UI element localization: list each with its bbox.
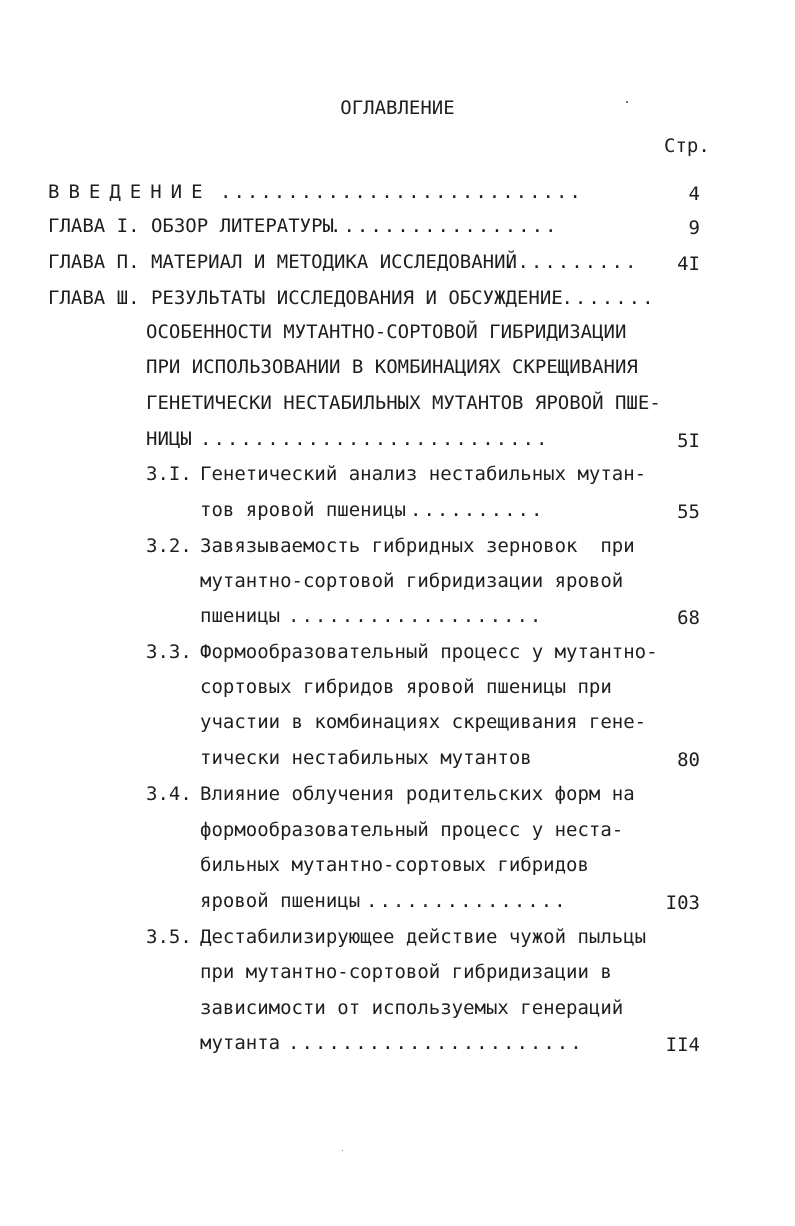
section-title-line: мутантно-сортовой гибридизации яровой (200, 570, 624, 592)
section-title-line: мутанта (200, 1032, 281, 1054)
section-number: 3.4. (146, 783, 192, 805)
toc-subtitle-line: ГЕНЕТИЧЕСКИ НЕСТАБИЛЬНЫХ МУТАНТОВ ЯРОВОЙ ПШЕ- (146, 392, 661, 414)
page-title: ОГЛАВЛЕНИЕ (340, 97, 455, 119)
toc-entry-chapter-1-page: 9 (688, 217, 700, 239)
section-page: 68 (677, 607, 700, 629)
section-page: I03 (665, 892, 700, 914)
leader-dots: ............... (366, 890, 568, 912)
leader-dots: .......................... (200, 428, 550, 450)
section-title-line: бильных мутантно-сортовых гибридов (200, 854, 589, 876)
toc-entry-chapter-1-label: ГЛАВА I. ОБЗОР ЛИТЕРАТУРЫ (48, 215, 334, 237)
section-number: 3.3. (146, 641, 192, 663)
section-page: 80 (677, 749, 700, 771)
section-title-line: Дестабилизирующее действие чужой пыльцы (200, 926, 647, 948)
toc-subtitle-page: 5I (677, 430, 700, 452)
section-title-line: сортовых гибридов яровой пшеницы при (200, 676, 612, 698)
paper-speck (626, 101, 628, 103)
toc-entry-introduction-page: 4 (688, 183, 700, 205)
leader-dots: .......... (504, 251, 639, 273)
section-title-line: участии в комбинациях скрещивания гене- (200, 711, 647, 733)
section-number: 3.I. (146, 463, 192, 485)
toc-entry-chapter-2-label: ГЛАВА П. МАТЕРИАЛ И МЕТОДИКА ИССЛЕДОВАНИЙ (48, 251, 517, 273)
section-title-line: Влияние облучения родительских форм на (200, 783, 635, 805)
toc-entry-introduction-label: ВВЕДЕНИЕ (48, 181, 212, 203)
section-page: 55 (677, 501, 700, 523)
section-title-line: тов яровой пшеницы (200, 499, 406, 521)
section-title-line: пшеницы (200, 605, 281, 627)
toc-subtitle-line: ПРИ ИСПОЛЬЗОВАНИИ В КОМБИНАЦИЯХ СКРЕЩИВАНИЯ (146, 356, 638, 378)
section-title-line: тически нестабильных мутантов (200, 747, 532, 769)
section-title-line: Завязываемость гибридных зерновок при (200, 535, 635, 557)
section-page: II4 (665, 1034, 700, 1056)
toc-subtitle-line: НИЦЫ (146, 428, 192, 450)
leader-dots: .......... (410, 499, 545, 521)
leader-dots: ................. (330, 215, 559, 237)
page-column-header: Стр. (664, 135, 710, 157)
leader-dots: ........................... (220, 181, 583, 203)
toc-entry-chapter-2-page: 4I (677, 253, 700, 275)
leader-dots: ...................... (288, 1032, 584, 1054)
section-title-line: формообразовательный процесс у неста- (200, 819, 624, 841)
leader-dots: ........ (548, 287, 656, 309)
toc-entry-chapter-3-label: ГЛАВА Ш. РЕЗУЛЬТАТЫ ИССЛЕДОВАНИЯ И ОБСУЖДЕНИЕ (48, 287, 563, 309)
section-title-line: зависимости от используемых генераций (200, 997, 624, 1019)
toc-subtitle-line: ОСОБЕННОСТИ МУТАНТНО-СОРТОВОЙ ГИБРИДИЗАЦИИ (146, 321, 627, 343)
section-number: 3.2. (146, 535, 192, 557)
leader-dots: ................... (288, 605, 544, 627)
section-title-line: Генетический анализ нестабильных мутан- (200, 463, 647, 485)
paper-speck (342, 1150, 343, 1151)
section-title-line: яровой пшеницы (200, 890, 361, 912)
section-title-line: Формообразовательный процесс у мутантно- (200, 641, 658, 663)
section-title-line: при мутантно-сортовой гибридизации в (200, 961, 612, 983)
section-number: 3.5. (146, 926, 192, 948)
